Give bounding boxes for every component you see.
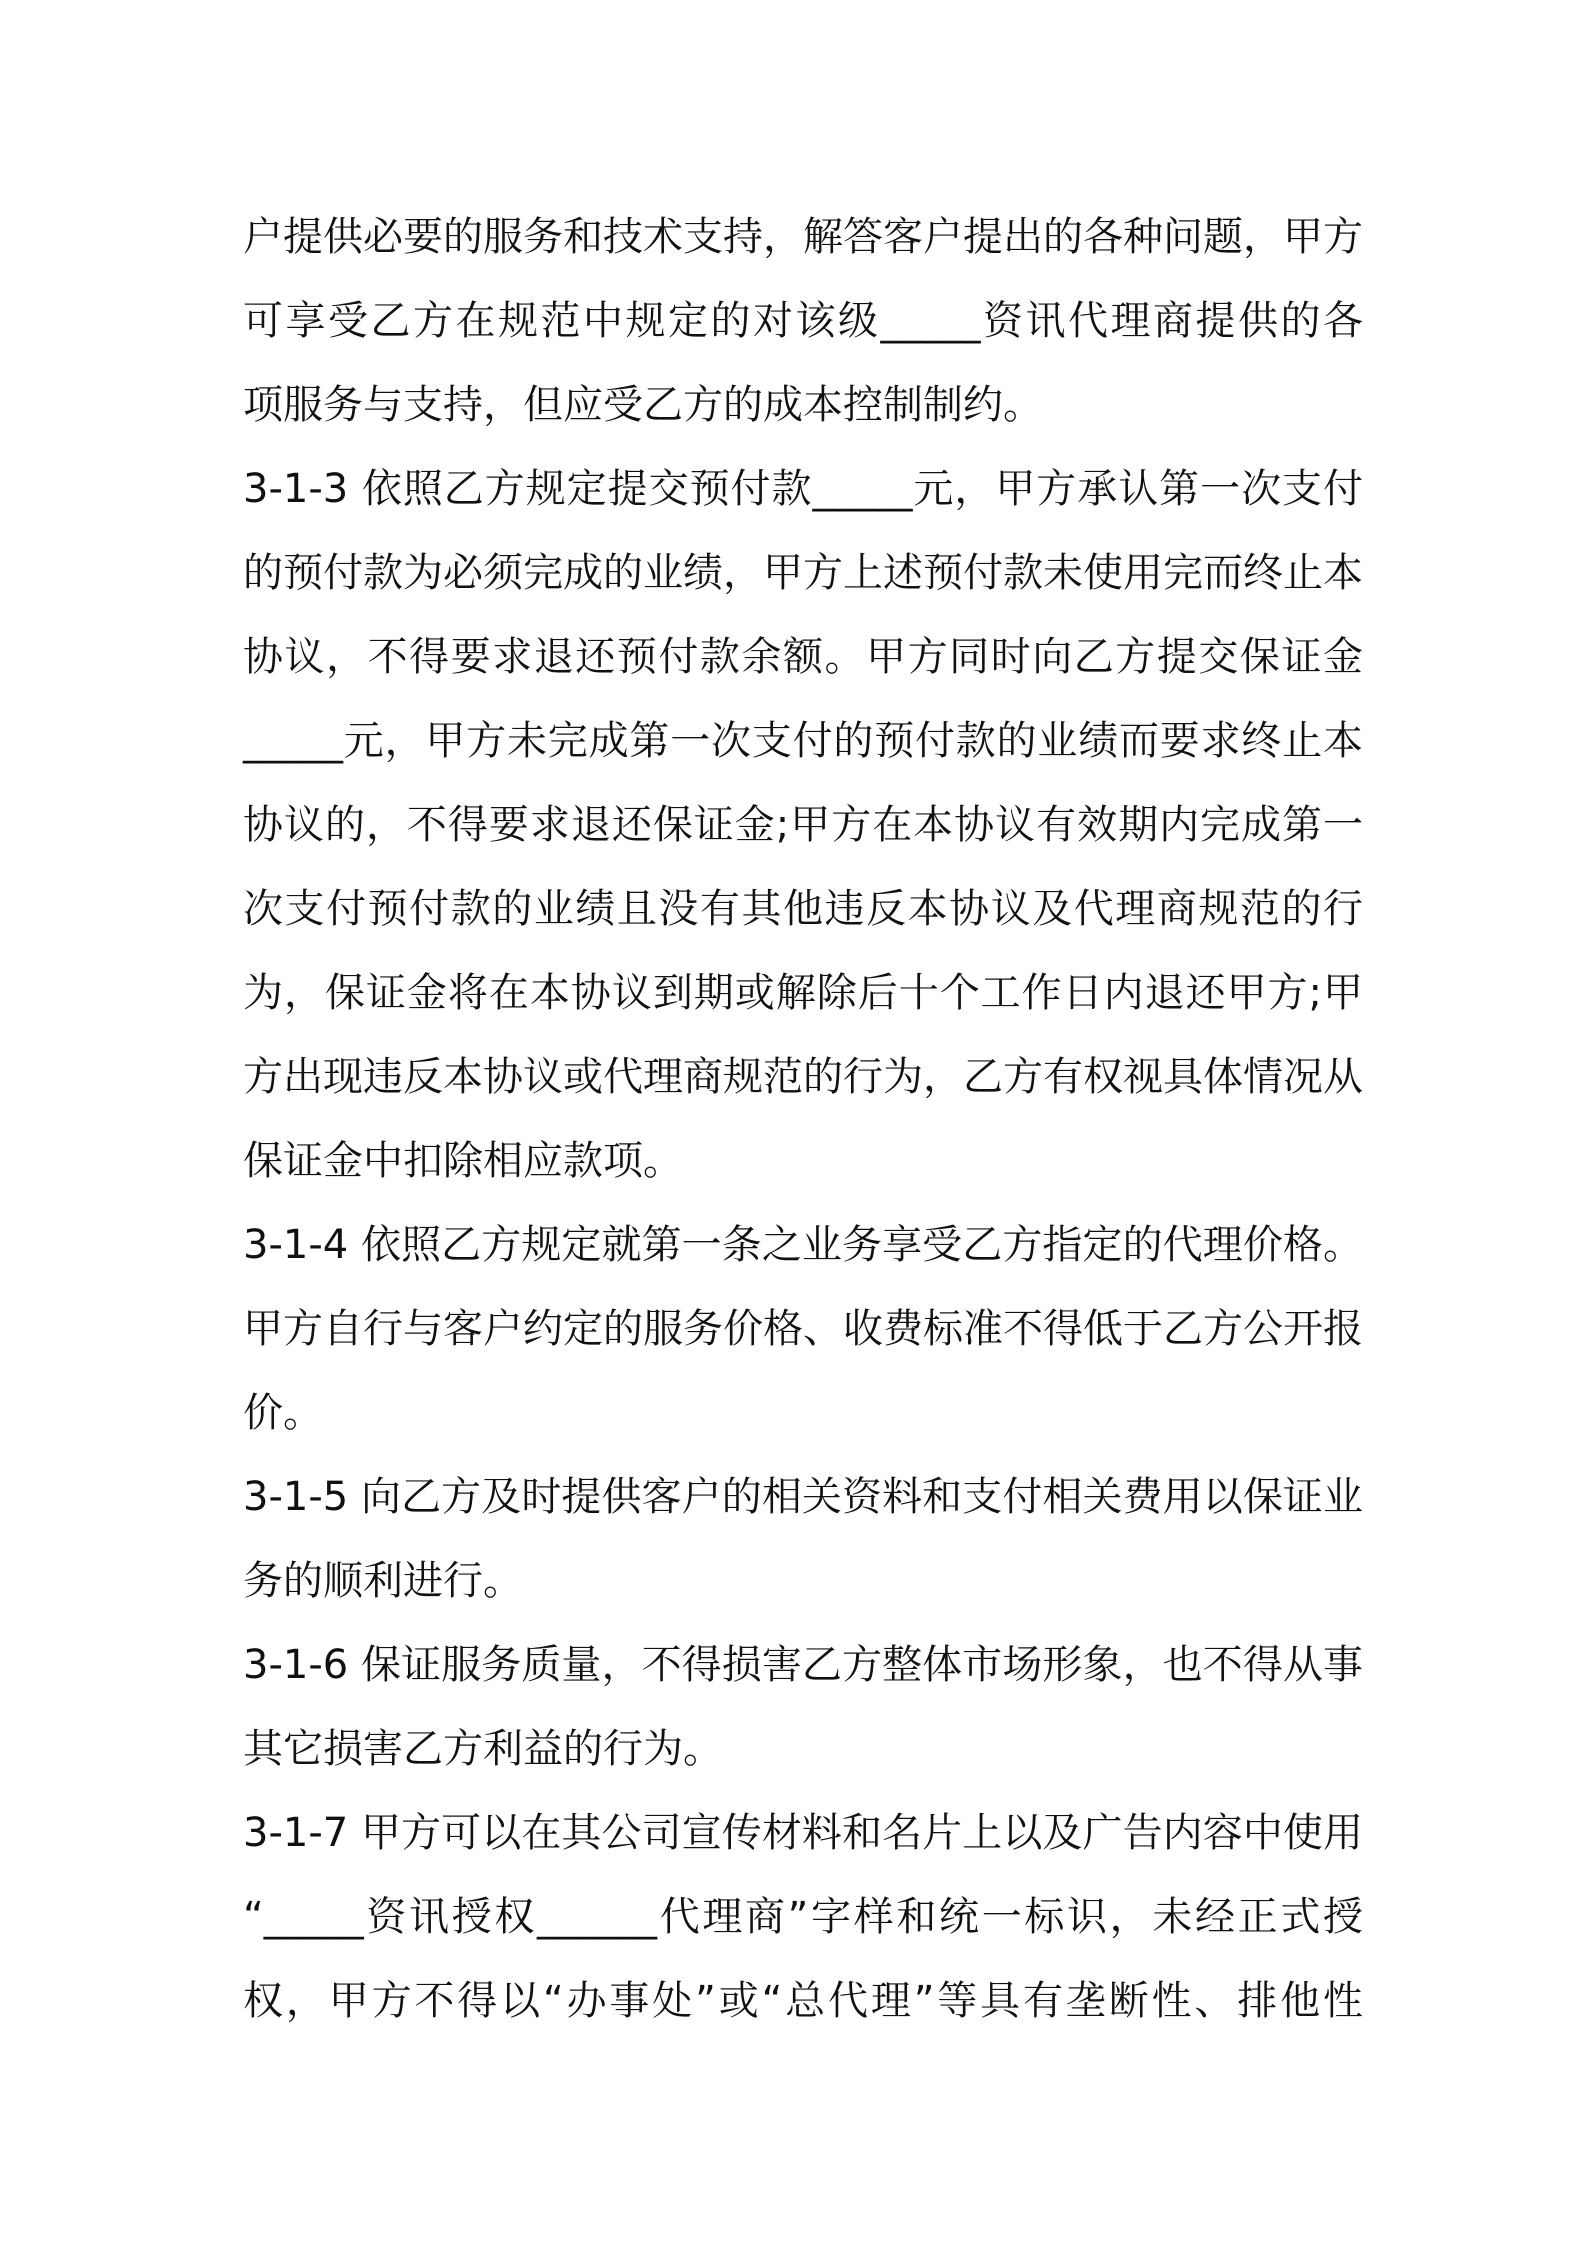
text-line: 的预付款为必须完成的业绩，甲方上述预付款未使用完而终止本 [243,550,1363,596]
clause-3-1-7-line: 3-1-7 甲方可以在其公司宣传材料和名片上以及广告内容中使用 [243,1810,1363,1856]
text-line: 务的顺利进行。 [243,1558,523,1604]
text-line: 为，保证金将在本协议到期或解除后十个工作日内退还甲方;甲 [243,970,1363,1016]
text-line: 保证金中扣除相应款项。 [243,1138,683,1184]
text-line: “_____资讯授权______代理商”字样和统一标识，未经正式授 [243,1894,1363,1940]
clause-3-1-5-line: 3-1-5 向乙方及时提供客户的相关资料和支付相关费用以保证业 [243,1474,1363,1520]
text-line: 其它损害乙方利益的行为。 [243,1726,723,1772]
text-line: 方出现违反本协议或代理商规范的行为，乙方有权视具体情况从 [243,1054,1363,1100]
text-line: 可享受乙方在规范中规定的对该级_____资讯代理商提供的各 [243,298,1363,344]
text-line: 次支付预付款的业绩且没有其他违反本协议及代理商规范的行 [243,886,1363,932]
text-line: 甲方自行与客户约定的服务价格、收费标准不得低于乙方公开报 [243,1306,1363,1352]
clause-3-1-4-line: 3-1-4 依照乙方规定就第一条之业务享受乙方指定的代理价格。 [243,1222,1363,1268]
clause-3-1-3-line: 3-1-3 依照乙方规定提交预付款_____元，甲方承认第一次支付 [243,466,1363,512]
text-line: _____元，甲方未完成第一次支付的预付款的业绩而要求终止本 [243,718,1363,764]
text-line: 价。 [243,1390,323,1436]
text-line: 权，甲方不得以“办事处”或“总代理”等具有垄断性、排他性 [243,1978,1363,2024]
text-line: 协议的，不得要求退还保证金;甲方在本协议有效期内完成第一 [243,802,1363,848]
contract-text-body [243,195,1363,2043]
text-line: 户提供必要的服务和技术支持，解答客户提出的各种问题，甲方 [243,214,1363,260]
text-line: 协议，不得要求退还预付款余额。甲方同时向乙方提交保证金 [243,634,1363,680]
text-line: 项服务与支持，但应受乙方的成本控制制约。 [243,382,1043,428]
clause-3-1-6-line: 3-1-6 保证服务质量，不得损害乙方整体市场形象，也不得从事 [243,1642,1363,1688]
